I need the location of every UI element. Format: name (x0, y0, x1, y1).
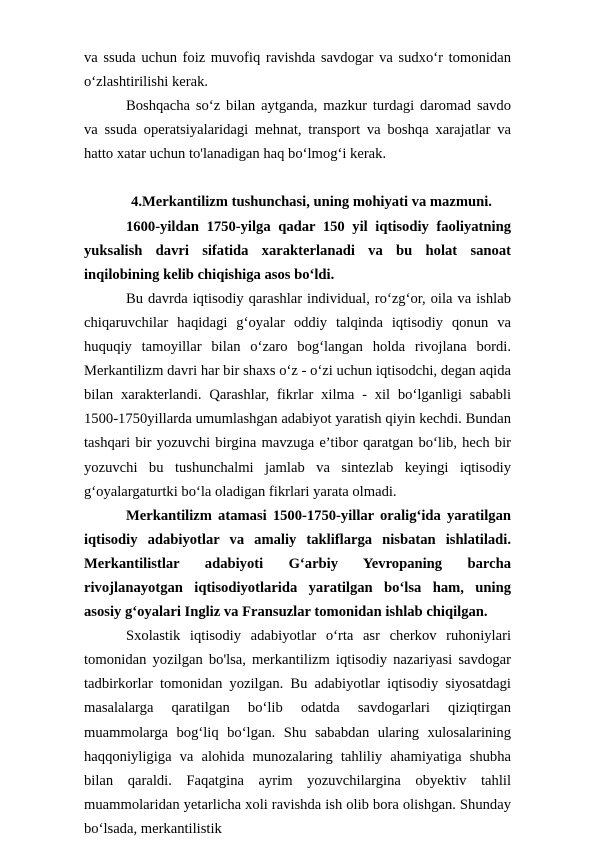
paragraph-period-intro: 1600-yildan 1750-yilga qadar 150 yil iqtisodiy faoliyatning yuksalish davri sifatida xarakterlanadi va bu holat sanoat inqilobining kelib chiqishiga asos bo‘ldi. (84, 218, 511, 283)
paragraph-scholastic-literature: Sxolastik iqtisodiy adabiyotlar o‘rta asr cherkov ruhoniylari tomonidan yozilgan bo'lsa, merkantilizm iqtisodiy nazariyasi savdogar tadbirkorlar tomonidan yozilgan. Bu adabiyotlar iqtisodiy siyosatdagi masalalarga qaratilgan bo‘lib odatda savdogarlari qiziqtirgan muammolarga bog‘liq bo‘lgan. Shu sababdan ularing xulosalarining haqqoniyligiga va alohida munozalaring tahliliy ahamiyatiga shubha bilan qaraldi. Faqatgina ayrim yozuvchilargina obyektiv tahlil muammolaridan yetarlicha xoli ravishda ish olib bora olishgan. Shunday bo‘lsada, merkantilistik (84, 628, 511, 837)
paragraph-income-definition: Boshqacha so‘z bilan aytganda, mazkur turdagi daromad savdo va ssuda operatsiyalaridagi mehnat, transport va boshqa xarajatlar va hatto xatar uchun to'lanadigan haq bo‘lmog‘i kerak. (84, 98, 511, 163)
section-heading: 4.Merkantilizm tushunchasi, uning mohiyati va mazmuni. (131, 194, 492, 211)
document-body (84, 46, 511, 841)
paragraph-spacer (84, 166, 511, 190)
paragraph-mercantilism-term: Merkantilizm atamasi 1500-1750-yillar oralig‘ida yaratilgan iqtisodiy adabiyotlar va amaliy takliflarga nisbatan ishlatiladi. Merkantilistlar adabiyoti G‘arbiy Yevropaning barcha rivojlanayotgan iqtisodiyotlarida yaratilgan bo‘lsa ham, uning asosiy g‘oyalari Ingliz va Fransuzlar tomonidan ishlab chiqilgan. (84, 507, 511, 621)
paragraph-continuation: va ssuda uchun foiz muvofiq ravishda savdogar va sudxo‘r tomonidan o‘zlashtirilishi kerak. (84, 50, 511, 91)
paragraph-economic-views: Bu davrda iqtisodiy qarashlar individual, ro‘zg‘or, oila va ishlab chiqaruvchilar haqidagi g‘oyalar oddiy talqinda iqtisodiy qonun va huquqiy tamoyillar bilan o‘zaro bog‘langan holda rivojlana bordi. Merkantilizm davri har bir shaxs o‘z - o‘zi uchun iqtisodchi, degan aqida bilan xarakterlandi. Qarashlar, fikrlar xilma - xil bo‘lganligi sababli 1500-1750yillarda umumlashgan adabiyot yaratish qiyin kechdi. Bundan tashqari bir yozuvchi birgina mavzuga e’tibor qaratgan bo‘lib, hech bir yozuvchi bu tushunchalmi jamlab va sintezlab keyingi iqtisodiy g‘oyalargaturtki bo‘la oladigan fikrlari yarata olmadi. (84, 290, 511, 500)
